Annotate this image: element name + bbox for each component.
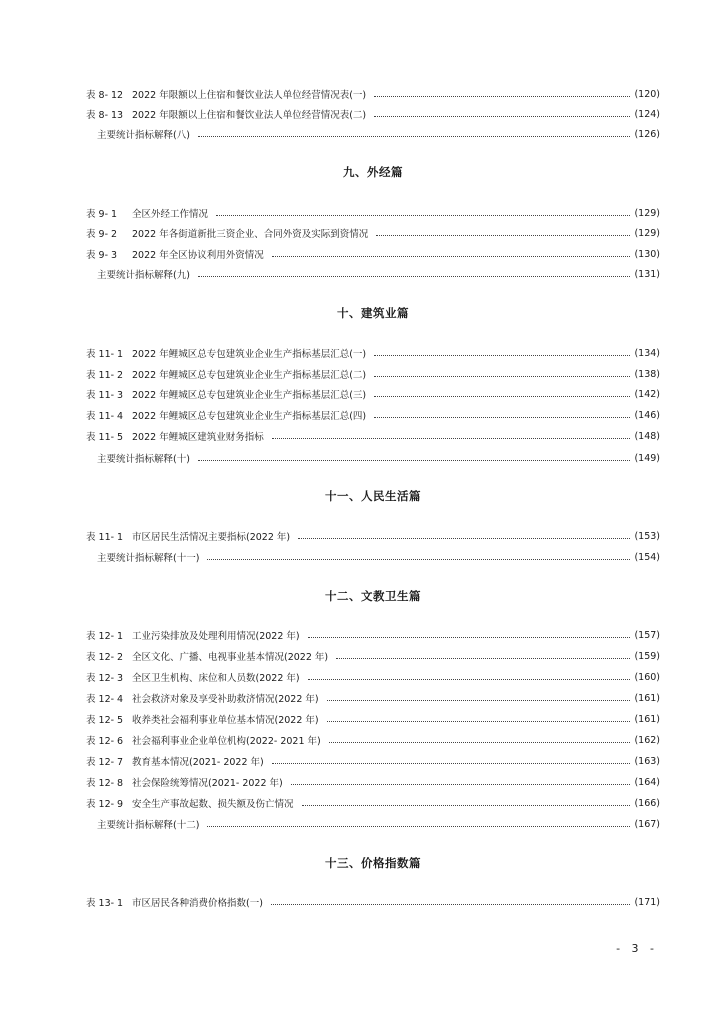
dot-leader [298,538,630,539]
dot-leader [291,784,631,785]
table-code: 表 12- 2 [86,652,124,663]
toc-entry[interactable] [86,407,660,423]
entry-title: 工业污染排放及处理利用情况(2022 年) [132,631,300,642]
dot-leader [374,355,630,356]
entry-title: 安全生产事故起数、损失额及伤亡情况 [132,799,294,810]
table-code: 表 11- 2 [86,370,124,381]
section-heading: 十二、文教卫生篇 [325,589,421,603]
entry-title: 全区卫生机构、床位和人员数(2022 年) [132,673,300,684]
dot-leader [374,396,630,397]
page-ref: (131) [634,268,660,280]
dot-leader [272,438,631,439]
toc-entry[interactable] [86,894,660,910]
section-heading: 十三、价格指数篇 [325,856,421,870]
table-code: 表 8- 12 [86,90,124,101]
entry-title: 全区文化、广播、电视事业基本情况(2022 年) [132,652,329,663]
table-code: 表 11- 5 [86,432,124,443]
dot-leader [374,96,630,97]
toc-entry[interactable] [86,266,660,282]
entry-title: 主要统计指标解释(九) [97,270,190,281]
section-heading: 十、建筑业篇 [337,306,409,320]
toc-entry[interactable] [86,795,660,811]
page-ref: (129) [634,227,660,239]
entry-title: 教育基本情况(2021- 2022 年) [132,757,264,768]
entry-title: 2022 年鲤城区建筑业财务指标 [132,432,264,443]
page-ref: (167) [634,818,660,830]
page-ref: (120) [634,88,660,100]
entry-title: 主要统计指标解释(十二) [97,820,200,831]
page-ref: (161) [634,692,660,704]
table-code: 表 9- 2 [86,229,118,240]
dot-leader [207,559,630,560]
toc-entry[interactable] [86,648,660,664]
entry-title: 2022 年鲤城区总专包建筑业企业生产指标基层汇总(四) [132,411,367,422]
table-code: 表 12- 9 [86,799,124,810]
toc-entry[interactable] [86,732,660,748]
toc-entry[interactable] [86,428,660,444]
entry-title: 2022 年鲤城区总专包建筑业企业生产指标基层汇总(三) [132,390,367,401]
toc-entry[interactable] [86,225,660,241]
toc-entry[interactable] [86,816,660,832]
page-ref: (148) [634,430,660,442]
entry-title: 2022 年鲤城区总专包建筑业企业生产指标基层汇总(一) [132,349,367,360]
page-number: - 3 - [616,942,658,955]
dot-leader [374,376,630,377]
table-code: 表 11- 1 [86,532,124,543]
entry-title: 主要统计指标解释(十一) [97,553,200,564]
toc-entry[interactable] [86,205,660,221]
section-heading: 九、外经篇 [343,165,403,179]
page-ref: (166) [634,797,660,809]
page-ref: (161) [634,713,660,725]
entry-title: 2022 年全区协议利用外资情况 [132,250,264,261]
toc-entry[interactable] [86,366,660,382]
section-heading: 十一、人民生活篇 [325,489,421,503]
toc-entry[interactable] [86,246,660,262]
toc-entry[interactable] [86,106,660,122]
entry-title: 社会保险统筹情况(2021- 2022 年) [132,778,283,789]
page-ref: (157) [634,629,660,641]
page-ref: (149) [634,452,660,464]
page-ref: (146) [634,409,660,421]
entry-title: 市区居民各种消费价格指数(一) [132,898,263,909]
toc-entry[interactable] [86,711,660,727]
entry-title: 2022 年限额以上住宿和餐饮业法人单位经营情况表(二) [132,110,367,121]
table-code: 表 12- 1 [86,631,124,642]
page-ref: (160) [634,671,660,683]
dot-leader [327,721,631,722]
dot-leader [374,417,630,418]
entry-title: 社会救济对象及享受补助救济情况(2022 年) [132,694,319,705]
dot-leader [327,700,631,701]
dot-leader [207,826,630,827]
dot-leader [336,658,630,659]
dot-leader [329,742,631,743]
table-code: 表 12- 7 [86,757,124,768]
entry-title: 社会福利事业企业单位机构(2022- 2021 年) [132,736,321,747]
toc-entry[interactable] [86,690,660,706]
table-code: 表 12- 6 [86,736,124,747]
dot-leader [308,637,631,638]
dot-leader [216,215,630,216]
toc-entry[interactable] [86,669,660,685]
entry-title: 市区居民生活情况主要指标(2022 年) [132,532,291,543]
dot-leader [198,136,631,137]
page-ref: (171) [634,896,660,908]
table-code: 表 8- 13 [86,110,124,121]
table-code: 表 9- 1 [86,209,118,220]
page-ref: (162) [634,734,660,746]
dot-leader [302,805,631,806]
page-ref: (134) [634,347,660,359]
page-ref: (154) [634,551,660,563]
toc-entry[interactable] [86,549,660,565]
page-ref: (159) [634,650,660,662]
table-code: 表 12- 5 [86,715,124,726]
page-ref: (130) [634,248,660,260]
table-code: 表 9- 3 [86,250,118,261]
entry-title: 2022 年限额以上住宿和餐饮业法人单位经营情况表(一) [132,90,367,101]
table-code: 表 11- 4 [86,411,124,422]
toc-entry[interactable] [86,386,660,402]
page-ref: (126) [634,128,660,140]
page-ref: (129) [634,207,660,219]
page-ref: (138) [634,368,660,380]
toc-entry[interactable] [86,126,660,142]
table-code: 表 13- 1 [86,898,124,909]
dot-leader [376,235,630,236]
entry-title: 2022 年各街道新批三资企业、合同外资及实际到资情况 [132,229,369,240]
dot-leader [272,763,631,764]
dot-leader [374,116,630,117]
toc-entry[interactable] [86,345,660,361]
table-code: 表 11- 3 [86,390,124,401]
table-code: 表 11- 1 [86,349,124,360]
toc-entry[interactable] [86,627,660,643]
toc-entry[interactable] [86,450,660,466]
table-of-contents [86,0,660,1024]
page-ref: (153) [634,530,660,542]
entry-title: 全区外经工作情况 [132,209,209,220]
toc-entry[interactable] [86,86,660,102]
entry-title: 2022 年鲤城区总专包建筑业企业生产指标基层汇总(二) [132,370,367,381]
toc-entry[interactable] [86,753,660,769]
entry-title: 主要统计指标解释(八) [97,130,190,141]
dot-leader [198,460,631,461]
table-code: 表 12- 4 [86,694,124,705]
page-ref: (142) [634,388,660,400]
entry-title: 主要统计指标解释(十) [97,454,190,465]
dot-leader [272,256,631,257]
table-code: 表 12- 3 [86,673,124,684]
page-ref: (124) [634,108,660,120]
page-ref: (163) [634,755,660,767]
toc-entry[interactable] [86,774,660,790]
entry-title: 收养类社会福利事业单位基本情况(2022 年) [132,715,319,726]
dot-leader [308,679,631,680]
dot-leader [198,276,631,277]
dot-leader [271,904,631,905]
table-code: 表 12- 8 [86,778,124,789]
page-ref: (164) [634,776,660,788]
toc-entry[interactable] [86,528,660,544]
